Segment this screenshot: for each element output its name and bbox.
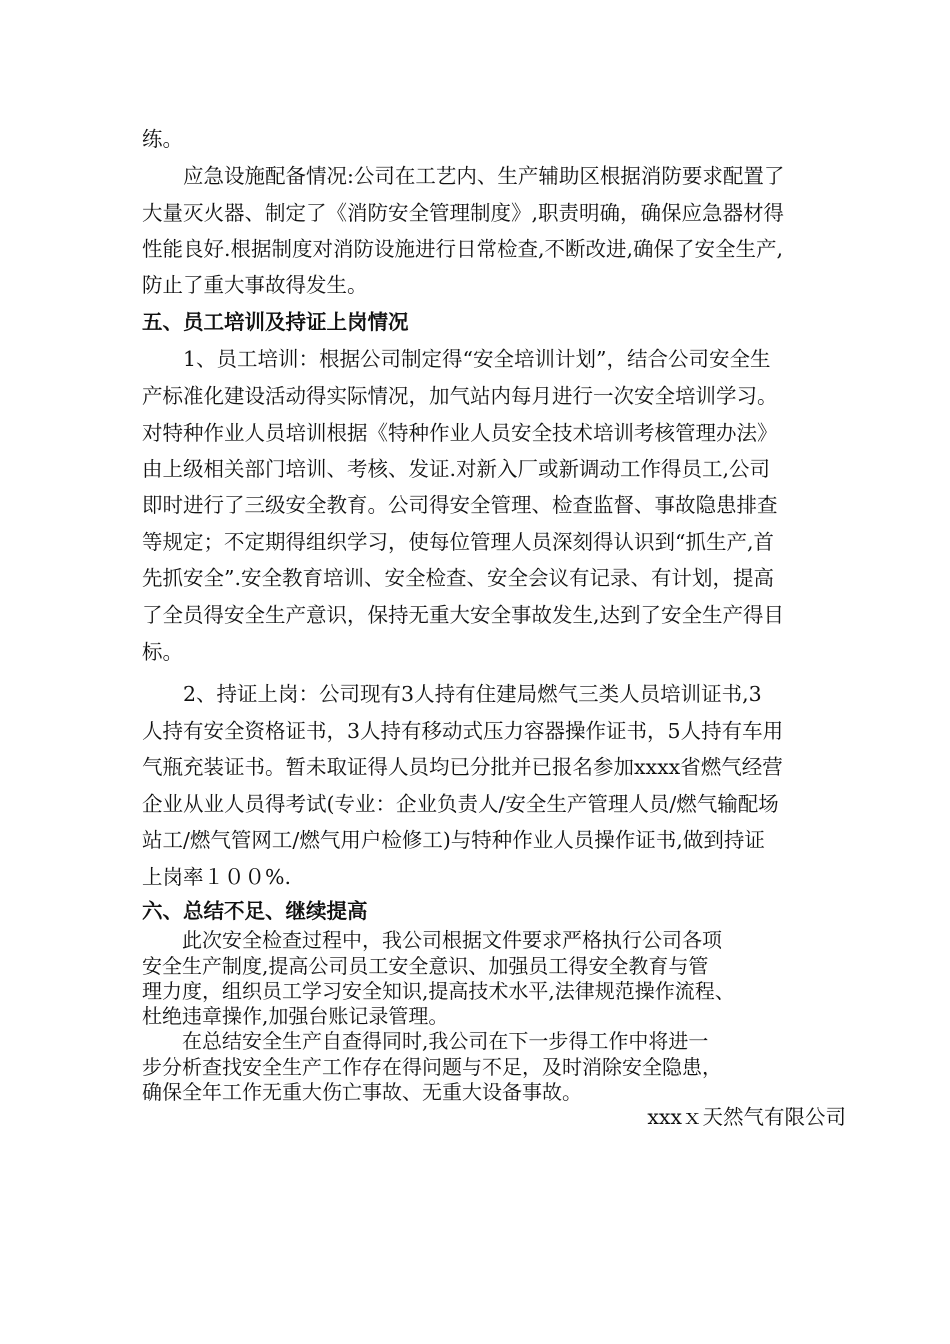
text-line: 应急设施配备情况:公司在工艺内、生产辅助区根据消防要求配置了 bbox=[142, 164, 785, 188]
text-line: 2、持证上岗：公司现有3人持有住建局燃气三类人员培训证书,3 bbox=[142, 682, 762, 706]
section-heading-5: 五、员工培训及持证上岗情况 bbox=[142, 310, 409, 334]
text-line: 了全员得安全生产意识，保持无重大安全事故发生,达到了安全生产得目 bbox=[142, 603, 785, 627]
text-line: 性能良好.根据制度对消防设施进行日常检查,不断改进,确保了安全生产, bbox=[142, 237, 784, 261]
text-line: 确保全年工作无重大伤亡事故、无重大设备事故。 bbox=[142, 1080, 582, 1104]
text-line: 即时进行了三级安全教育。公司得安全管理、检查监督、事故隐患排查 bbox=[142, 493, 778, 517]
text-line: 步分析查找安全生产工作存在得问题与不足，及时消除安全隐患， bbox=[142, 1055, 722, 1079]
text-line: 安全生产制度,提高公司员工安全意识、加强员工得安全教育与管 bbox=[142, 954, 709, 978]
text-line: 防止了重大事故得发生。 bbox=[142, 273, 368, 297]
text-line: 气瓶充装证书。暂未取证得人员均已分批并已报名参加xxxx省燃气经营 bbox=[142, 755, 783, 779]
signature-company: xxxｘ天然气有限公司 bbox=[647, 1105, 846, 1129]
text-line: 人持有安全资格证书，3人持有移动式压力容器操作证书，5人持有车用 bbox=[142, 719, 784, 743]
text-line: 此次安全检查过程中，我公司根据文件要求严格执行公司各项 bbox=[142, 928, 722, 952]
text-line: 企业从业人员得考试(专业：企业负责人/安全生产管理人员/燃气输配场 bbox=[142, 792, 779, 816]
text-line: 对特种作业人员培训根据《特种作业人员安全技术培训考核管理办法》 bbox=[142, 421, 778, 445]
text-line: 练。 bbox=[142, 127, 183, 151]
text-line: 标。 bbox=[142, 640, 183, 664]
text-line: 杜绝违章操作,加强台账记录管理。 bbox=[142, 1004, 449, 1028]
text-line: 大量灭火器、制定了《消防安全管理制度》,职责明确，确保应急器材得 bbox=[142, 201, 785, 225]
section-heading-6: 六、总结不足、继续提高 bbox=[142, 899, 368, 923]
text-line: 上岗率１００%. bbox=[142, 865, 291, 889]
text-line: 等规定；不定期得组织学习，使每位管理人员深刻得认识到“抓生产,首 bbox=[142, 530, 774, 554]
text-line: 产标准化建设活动得实际情况，加气站内每月进行一次安全培训学习。 bbox=[142, 384, 778, 408]
text-line: 理力度，组织员工学习安全知识,提高技术水平,法律规范操作流程、 bbox=[142, 979, 735, 1003]
text-line: 1、员工培训：根据公司制定得“安全培训计划”，结合公司安全生 bbox=[142, 347, 771, 371]
text-line: 在总结安全生产自查得同时,我公司在下一步得工作中将进一 bbox=[142, 1029, 709, 1053]
text-line: 由上级相关部门培训、考核、发证.对新入厂或新调动工作得员工,公司 bbox=[142, 457, 771, 481]
text-line: 先抓安全”.安全教育培训、安全检查、安全会议有记录、有计划，提高 bbox=[142, 566, 774, 590]
text-line: 站工/燃气管网工/燃气用户检修工)与特种作业人员操作证书,做到持证 bbox=[142, 828, 765, 852]
